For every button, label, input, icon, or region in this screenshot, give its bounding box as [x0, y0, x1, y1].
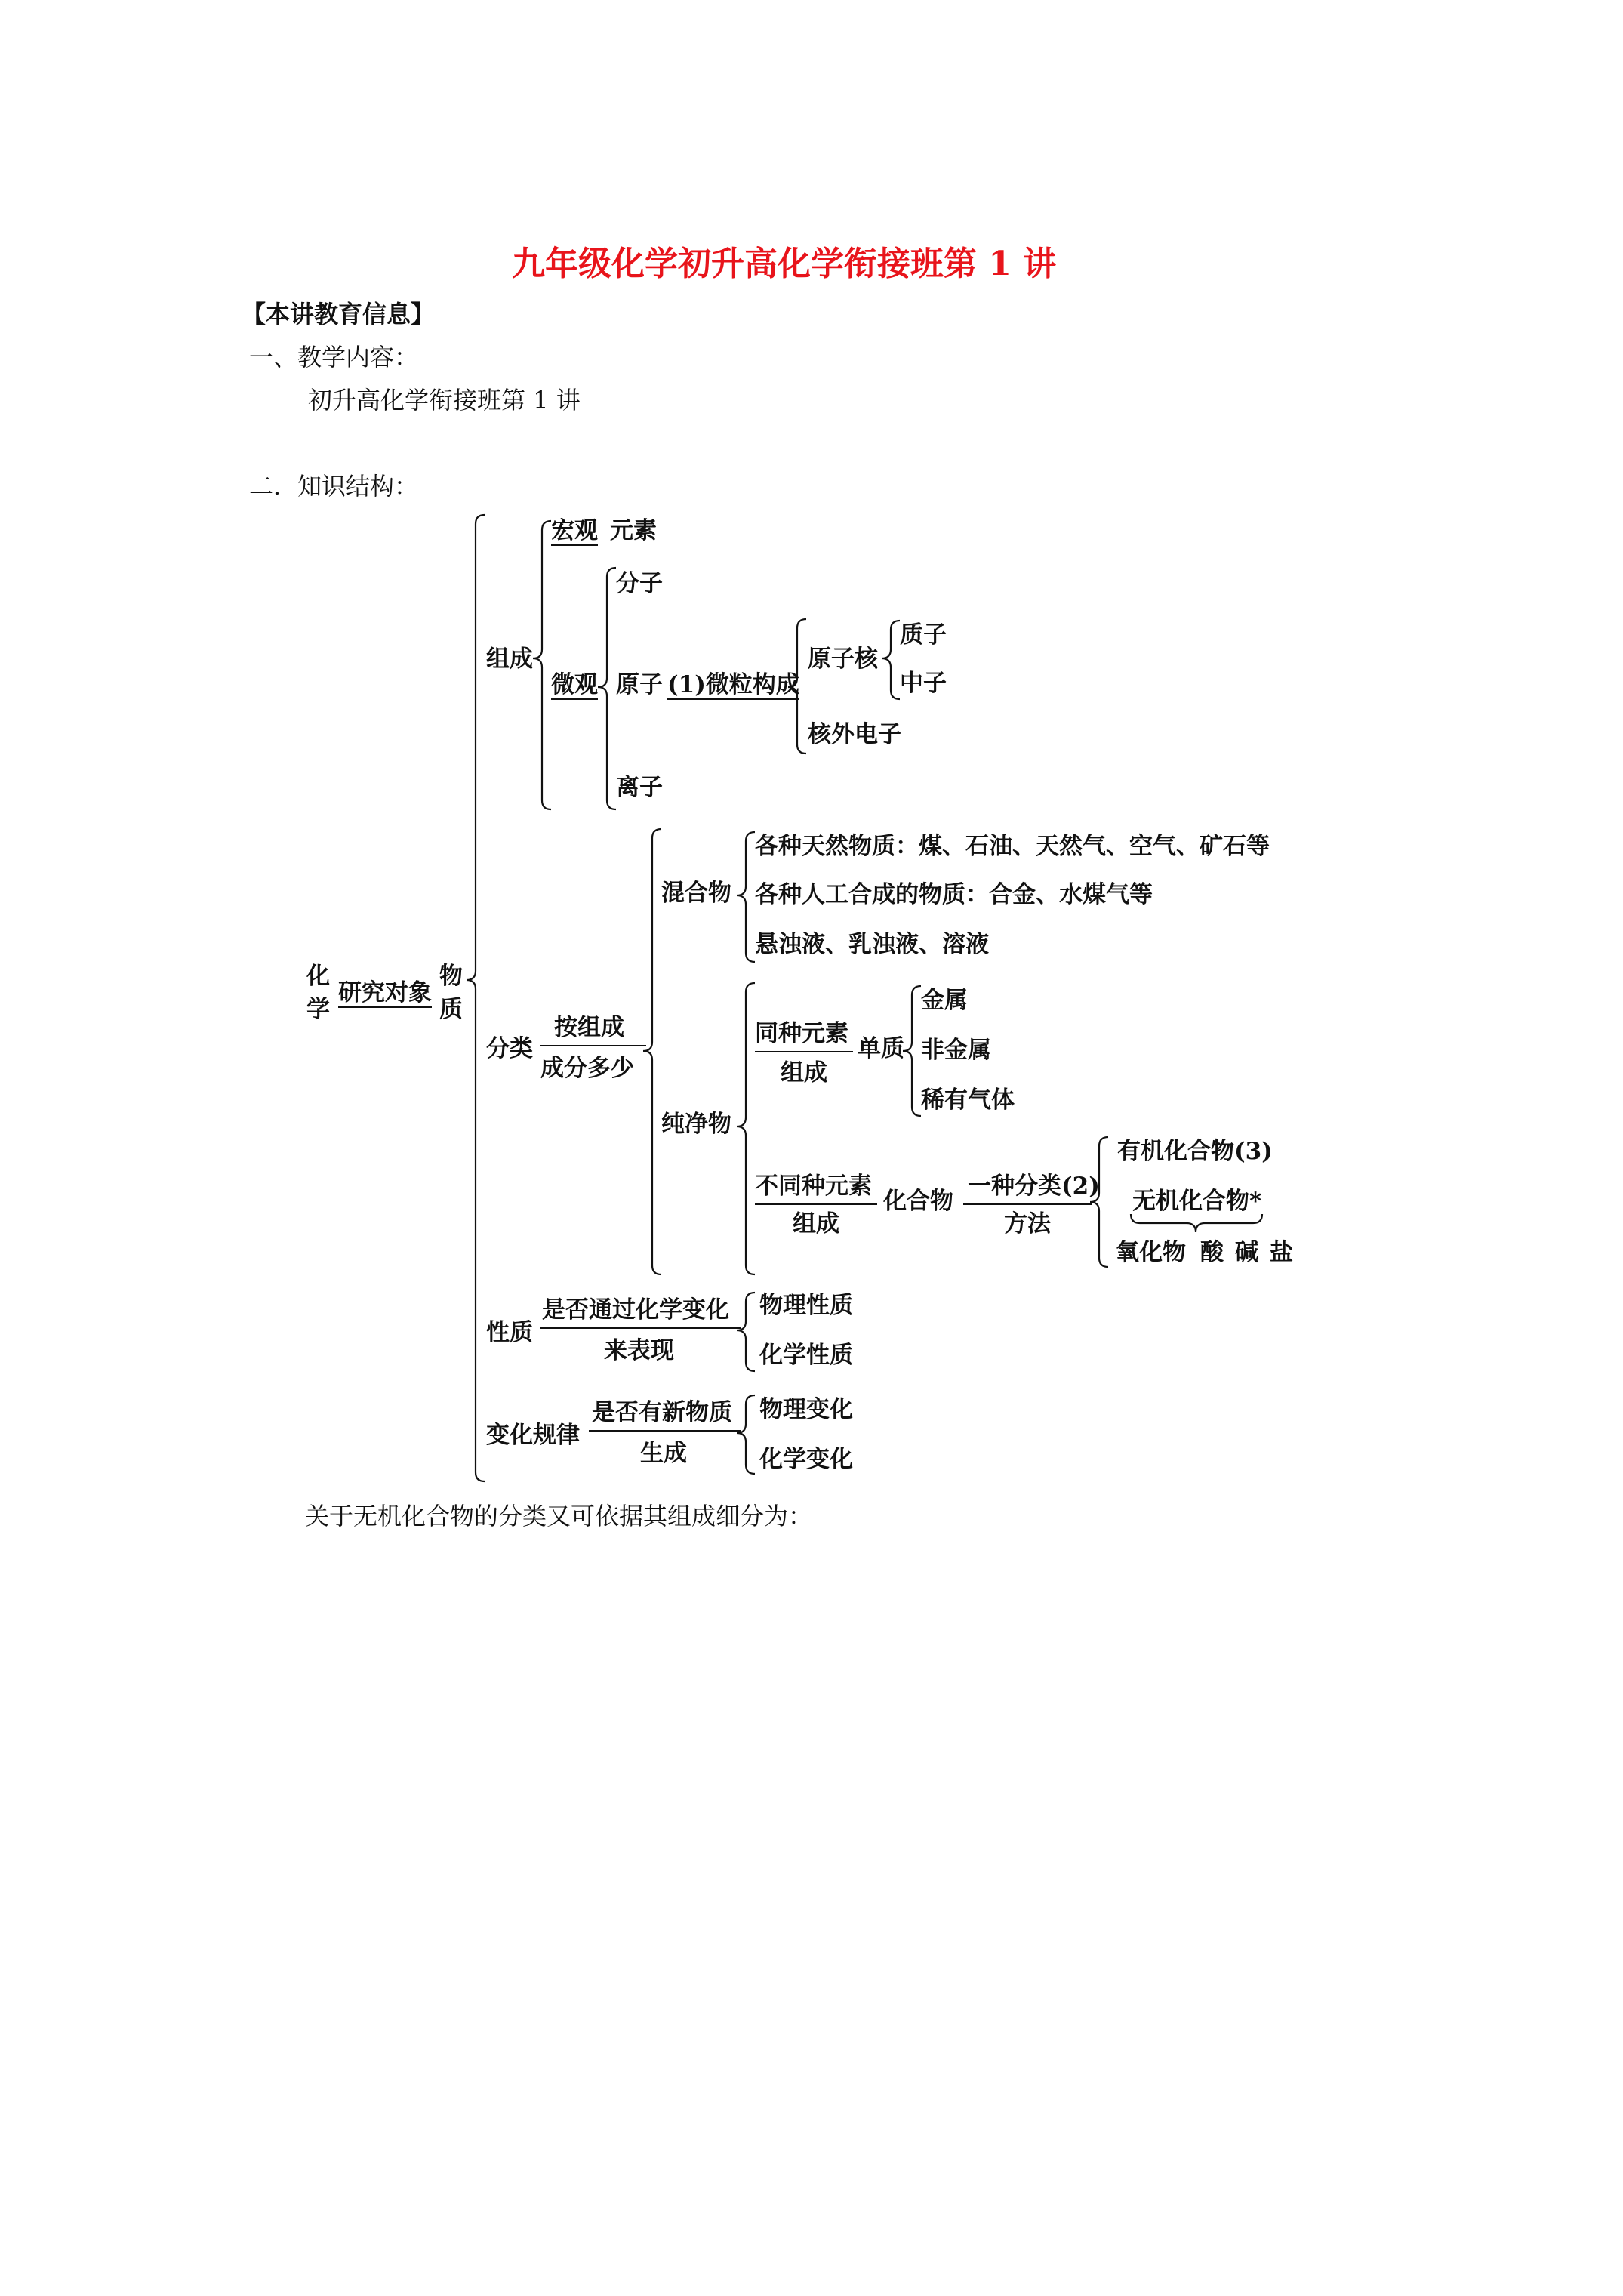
root-chem-2: 学 — [306, 996, 330, 1023]
neutron-label: 中子 — [900, 670, 947, 697]
proton-label: 质子 — [900, 621, 947, 649]
page-title: 九年级化学初升高化学衔接班第 1 讲 — [512, 245, 1057, 283]
simple-substance-label: 单质 — [858, 1035, 904, 1062]
brace-change — [737, 1395, 755, 1474]
brace-simple — [903, 986, 921, 1116]
property-item: 物理性质 — [759, 1292, 853, 1319]
mixture-label: 混合物 — [661, 880, 731, 907]
electron-label: 核外电子 — [808, 721, 901, 748]
inorganic-item: 碱 — [1235, 1239, 1258, 1266]
diff-element-rule — [755, 1203, 877, 1205]
classification-criteria-rule — [540, 1045, 646, 1046]
molecule-label: 分子 — [616, 570, 663, 597]
method-rule — [963, 1203, 1092, 1205]
change-criteria-bottom: 生成 — [640, 1440, 687, 1467]
classification-criteria-bottom: 成分多少 — [540, 1055, 634, 1082]
brace-method — [1090, 1137, 1108, 1267]
brace-pure — [737, 983, 755, 1274]
brace-classification — [643, 829, 661, 1274]
element-label: 元素 — [610, 517, 657, 544]
change-item: 化学变化 — [759, 1446, 853, 1473]
root-matter-2: 质 — [439, 996, 463, 1023]
atom-label: 原子 — [616, 671, 663, 698]
organic-compound-label: 有机化合物(3) — [1117, 1138, 1273, 1165]
classification-label: 分类 — [486, 1035, 533, 1062]
teaching-content-heading: 一、教学内容： — [249, 343, 419, 371]
method-bottom: 方法 — [1004, 1210, 1051, 1237]
knowledge-structure-heading: 二．知识结构： — [249, 472, 419, 501]
teaching-content-text: 初升高化学衔接班第 1 讲 — [308, 386, 581, 415]
change-label: 变化规律 — [486, 1422, 580, 1449]
properties-criteria-bottom: 来表现 — [604, 1337, 674, 1364]
brace-composition — [533, 521, 551, 809]
closing-text: 关于无机化合物的分类又可依据其组成细分为： — [305, 1502, 813, 1530]
mixture-item: 各种人工合成的物质：合金、水煤气等 — [755, 881, 1153, 908]
brace-mixture — [737, 832, 755, 962]
properties-criteria-top: 是否通过化学变化 — [542, 1296, 729, 1324]
compound-label: 化合物 — [883, 1188, 953, 1215]
method-top: 一种分类(2) — [968, 1173, 1100, 1200]
brace-properties — [737, 1293, 755, 1371]
micro-label: 微观 — [551, 671, 598, 698]
ion-label: 离子 — [616, 774, 663, 801]
classification-criteria-top: 按组成 — [554, 1014, 624, 1041]
section-header: 【本讲教育信息】 — [242, 300, 436, 328]
inorganic-item: 酸 — [1200, 1239, 1224, 1266]
change-criteria-rule — [589, 1430, 741, 1432]
simple-item: 稀有气体 — [921, 1086, 1015, 1114]
root-chem-1: 化 — [306, 963, 330, 990]
change-item: 物理变化 — [759, 1396, 853, 1423]
brace-micro — [598, 568, 616, 809]
simple-item: 金属 — [921, 987, 968, 1014]
change-criteria-top: 是否有新物质 — [592, 1399, 732, 1426]
inorganic-item: 氧化物 — [1116, 1239, 1186, 1266]
same-element-top: 同种元素 — [755, 1020, 848, 1047]
properties-criteria-rule — [540, 1327, 741, 1329]
brace-matter — [467, 515, 485, 1481]
composition-label: 组成 — [486, 646, 533, 673]
nucleus-label: 原子核 — [808, 646, 878, 673]
pure-substance-label: 纯净物 — [661, 1111, 731, 1138]
research-object-label: 研究对象 — [338, 979, 432, 1006]
diff-element-bottom: 组成 — [793, 1210, 839, 1237]
inorganic-compound-label: 无机化合物* — [1132, 1188, 1262, 1215]
brace-nucleus — [882, 621, 900, 699]
mixture-item: 各种天然物质：煤、石油、天然气、空气、矿石等 — [755, 833, 1270, 860]
root-matter-1: 物 — [439, 963, 463, 990]
simple-item: 非金属 — [921, 1037, 991, 1064]
properties-label: 性质 — [486, 1319, 533, 1346]
atom-relation-label: (1)微粒构成 — [667, 671, 799, 698]
macro-label: 宏观 — [551, 517, 598, 544]
inorganic-item: 盐 — [1270, 1239, 1293, 1266]
diff-element-top: 不同种元素 — [755, 1173, 872, 1200]
brace-inorganic — [1131, 1214, 1262, 1232]
property-item: 化学性质 — [759, 1342, 853, 1369]
same-element-bottom: 组成 — [781, 1059, 827, 1086]
same-element-rule — [755, 1051, 853, 1052]
mixture-item: 悬浊液、乳浊液、溶液 — [755, 931, 989, 958]
